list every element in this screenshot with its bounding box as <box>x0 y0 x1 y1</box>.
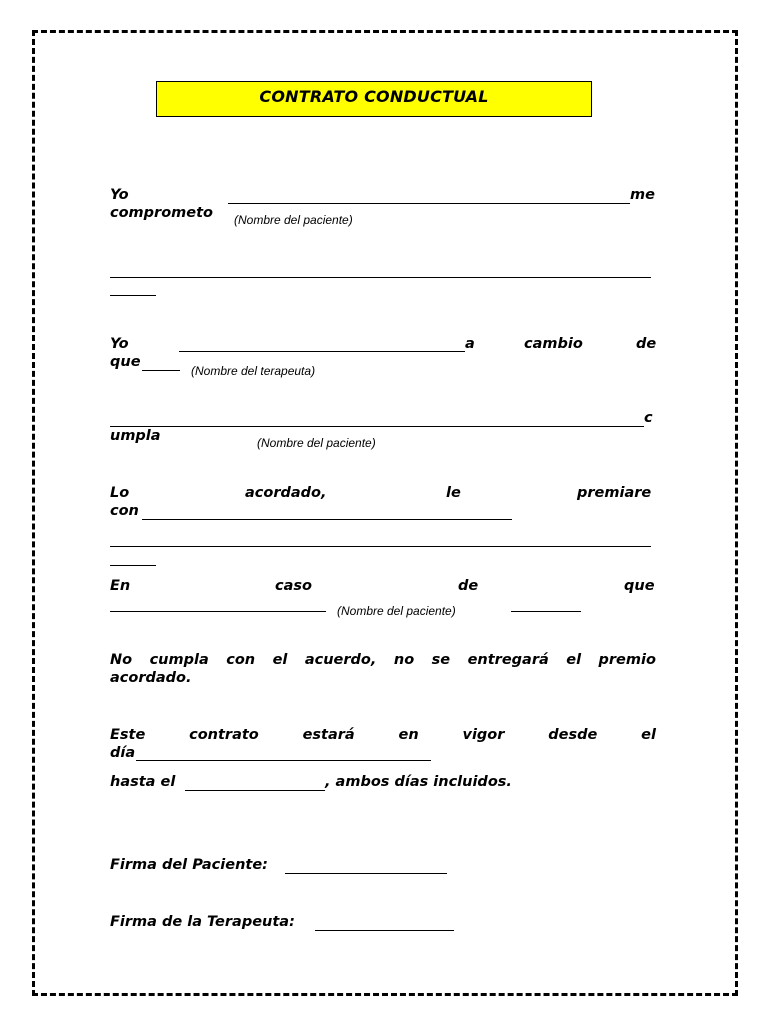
line6-word: cumpla <box>149 652 209 668</box>
line4-lo: Lo <box>110 485 130 501</box>
title-box <box>156 81 592 117</box>
start-date-blank[interactable] <box>136 760 431 761</box>
patient-name-note-3: (Nombre del paciente) <box>337 604 456 618</box>
reward-blank-2[interactable] <box>110 546 651 547</box>
line2-cambio: cambio <box>524 336 583 352</box>
patient-name-note-1: (Nombre del paciente) <box>234 213 353 227</box>
line6-acordado: acordado. <box>110 670 192 686</box>
line2-yo: Yo <box>110 336 129 352</box>
line7-word: en <box>398 727 419 743</box>
line6-word: no <box>393 652 415 668</box>
line4-acordado: acordado, <box>245 485 327 501</box>
therapist-name-note: (Nombre del terapeuta) <box>191 364 316 378</box>
line6-row1 <box>110 651 656 669</box>
line7-incluidos: , ambos días incluidos. <box>325 774 512 790</box>
line7-word: contrato <box>189 727 259 743</box>
line5-caso: caso <box>275 578 312 594</box>
commitment-blank-line-1[interactable] <box>110 277 651 278</box>
line6-word: premio <box>598 652 656 668</box>
reward-blank-3[interactable] <box>110 565 156 566</box>
line3-c: c <box>644 410 653 426</box>
line1-me: me <box>630 187 655 203</box>
line7-word: vigor <box>462 727 505 743</box>
line6-word: entregará <box>467 652 549 668</box>
condition-blank[interactable] <box>511 611 581 612</box>
line6-word: No <box>110 652 133 668</box>
reward-blank-1[interactable] <box>142 519 512 520</box>
patient-name-blank-2[interactable] <box>110 426 644 427</box>
patient-name-blank-1[interactable] <box>228 203 630 204</box>
therapist-signature-label: Firma de la Terapeuta: <box>110 914 295 930</box>
line7-word: el <box>641 727 656 743</box>
line7-word: Este <box>110 727 146 743</box>
line6-word: acuerdo, <box>304 652 377 668</box>
line6-word: el <box>566 652 582 668</box>
line4-premiare: premiare <box>577 485 652 501</box>
patient-name-blank-3[interactable] <box>110 611 326 612</box>
line5-que: que <box>624 578 655 594</box>
line5-en: En <box>110 578 131 594</box>
line1-yo: Yo <box>110 187 129 203</box>
line1-comprometo: comprometo <box>110 205 213 221</box>
therapist-name-blank[interactable] <box>179 351 465 352</box>
line4-con: con <box>110 503 139 519</box>
line2-que: que <box>110 354 141 370</box>
line6-word: con <box>226 652 256 668</box>
que-blank[interactable] <box>142 370 180 371</box>
commitment-blank-line-2[interactable] <box>110 295 156 296</box>
patient-name-note-2: (Nombre del paciente) <box>257 436 376 450</box>
therapist-signature-line[interactable] <box>315 930 454 931</box>
line6-word: se <box>431 652 451 668</box>
line7-word: estará <box>302 727 355 743</box>
line7-dia: día <box>110 745 136 761</box>
line2-de: de <box>636 336 657 352</box>
document-title: CONTRATO CONDUCTUAL <box>259 87 489 106</box>
patient-signature-line[interactable] <box>285 873 447 874</box>
line4-le: le <box>446 485 461 501</box>
patient-signature-label: Firma del Paciente: <box>110 857 268 873</box>
line2-a: a <box>465 336 475 352</box>
line3-umpla: umpla <box>110 428 161 444</box>
line6-word: el <box>272 652 288 668</box>
line7-row1 <box>110 726 656 744</box>
line5-de: de <box>458 578 479 594</box>
end-date-blank[interactable] <box>185 790 325 791</box>
line7-hasta: hasta el <box>110 774 176 790</box>
line7-word: desde <box>548 727 598 743</box>
